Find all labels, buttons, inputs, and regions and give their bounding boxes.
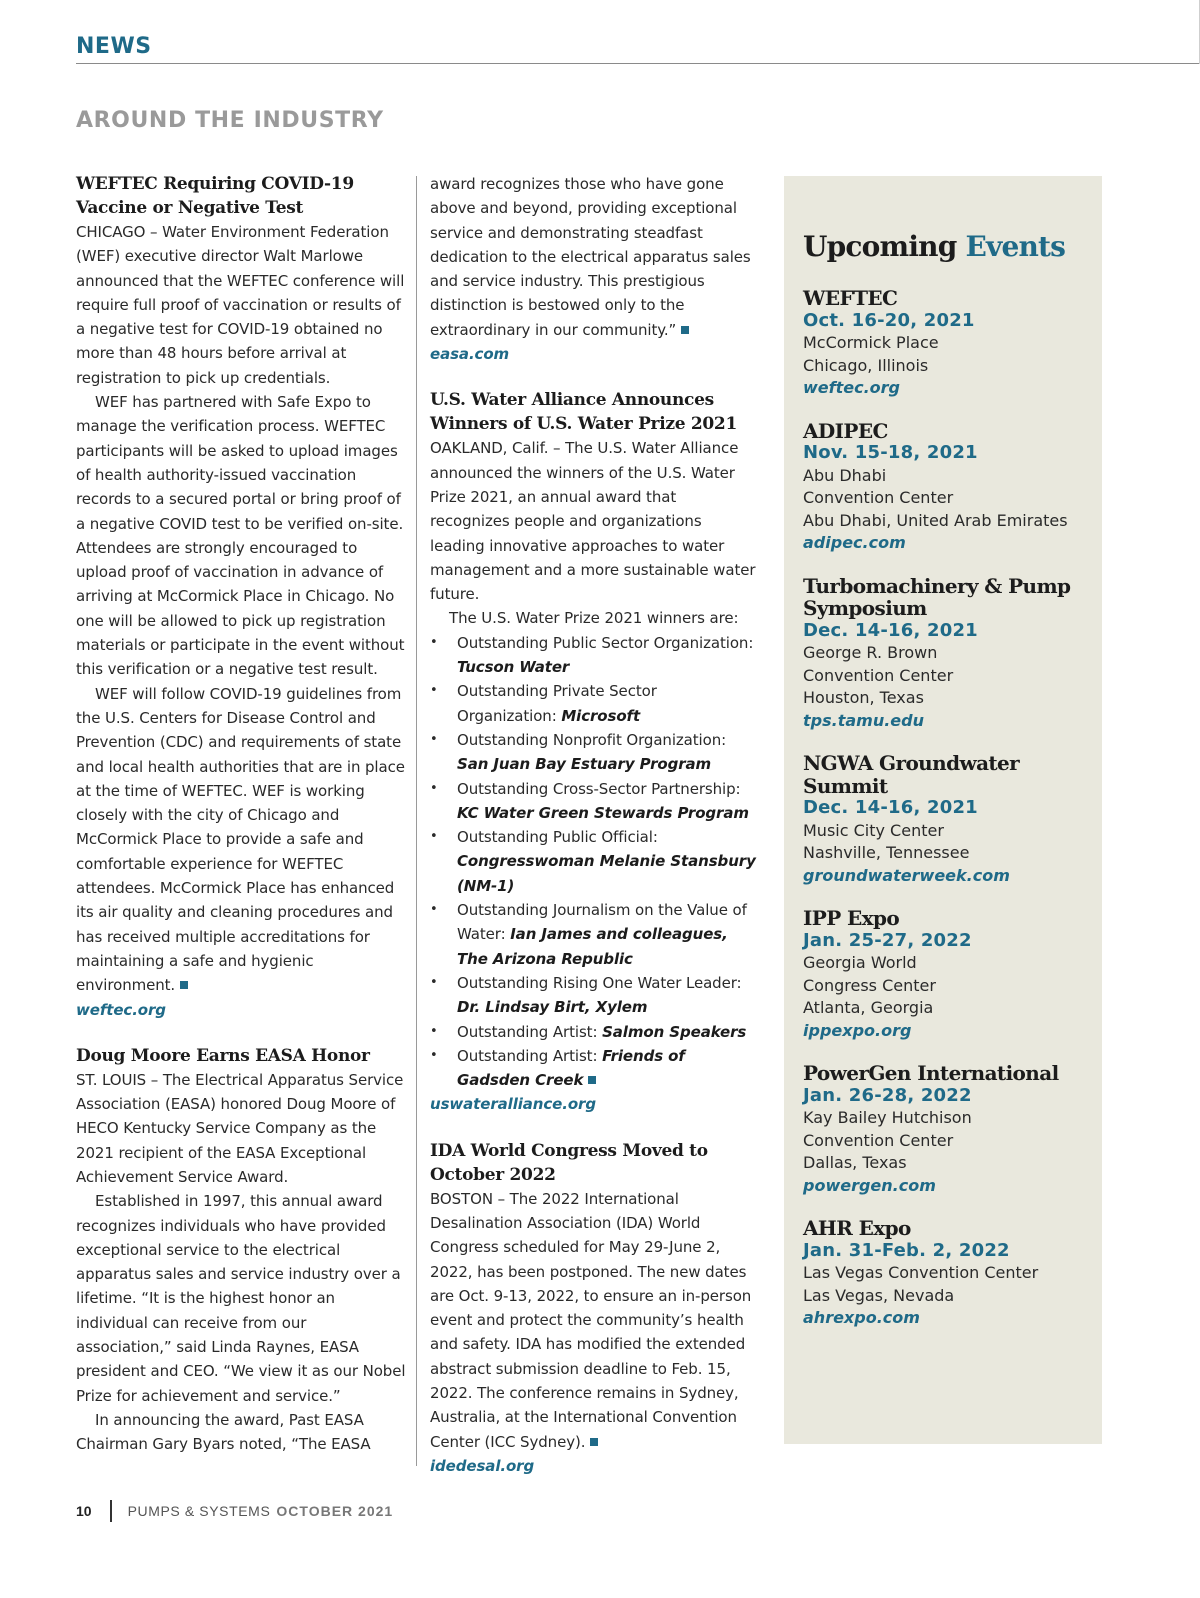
event-date: Dec. 14-16, 2021 <box>803 619 978 641</box>
event-date: Dec. 14-16, 2021 <box>803 797 978 818</box>
article-paragraph: CHICAGO – Water Environment Federation (WEF) executive director Walt Marlowe announced that the WEFTEC conference will require full proof of vaccination or results of a negative test for COVID-19 obtained no more than 48 hours before arrival at registration to pick up credentials. <box>76 223 405 387</box>
event-location-line: Georgia World <box>803 953 917 972</box>
event-item <box>803 1062 1093 1197</box>
event-link[interactable]: weftec.org <box>803 378 900 397</box>
winner-name: Tucson Water <box>457 658 570 677</box>
issue-date: OCTOBER 2021 <box>276 1503 394 1519</box>
weftec-link[interactable]: weftec.org <box>76 1000 166 1019</box>
article-title-weftec: WEFTEC Requiring COVID-19 Vaccine or Negative Test <box>76 174 354 218</box>
event-location-line: Congress Center <box>803 975 936 995</box>
winner-item <box>430 825 760 898</box>
event-location-line: McCormick Place <box>803 333 939 352</box>
article-paragraph: The U.S. Water Prize 2021 winners are: <box>449 609 739 628</box>
end-mark-icon <box>590 1438 598 1446</box>
paragraph-text: BOSTON – The 2022 International Desalination Association (IDA) World Congress scheduled for May 29-June 2, 2022, has been postponed. The new dates are Oct. 9-13, 2022, to ensure an in-person event and protect the community’s health and safety. IDA has modified the extended abstract submission deadline to Feb. 15, 2022. The conference remains in Sydney, Australia, at the International Convention Center (ICC Sydney). <box>430 1189 752 1451</box>
winner-item <box>430 728 760 777</box>
winner-category: Outstanding Cross-Sector Partnership: <box>457 779 741 798</box>
magazine-name: PUMPS & SYSTEMS <box>127 1503 271 1519</box>
sidebar-title <box>803 230 1065 263</box>
event-location-line: Convention Center <box>803 488 954 507</box>
winner-item <box>430 631 760 680</box>
event-item <box>803 575 1093 733</box>
winner-name: Congresswoman Melanie Stansbury (NM-1) <box>457 852 756 895</box>
article-paragraph <box>76 682 406 998</box>
end-mark-icon <box>681 326 689 334</box>
event-name: IPP Expo <box>803 906 900 930</box>
event-location-line: Las Vegas, Nevada <box>803 1285 955 1305</box>
event-name: WEFTEC <box>803 286 898 310</box>
event-location-line: Houston, Texas <box>803 688 924 707</box>
event-item <box>803 420 1093 555</box>
event-date: Oct. 16-20, 2021 <box>803 309 975 331</box>
event-name: PowerGen International <box>803 1061 1059 1085</box>
event-link[interactable]: adipec.com <box>803 533 906 552</box>
article-paragraph: ST. LOUIS – The Electrical Apparatus Service Association (EASA) honored Doug Moore of HECO Kentucky Service Company as the 2021 recipient of the EASA Exceptional Achievement Service Award. <box>76 1070 404 1186</box>
section-tag: NEWS <box>76 34 152 59</box>
event-link[interactable]: ippexpo.org <box>803 1020 912 1040</box>
event-item <box>803 752 1093 887</box>
event-name: AHR Expo <box>803 1216 911 1240</box>
event-location-line: Nashville, Tennessee <box>803 843 970 862</box>
end-mark-icon <box>180 981 188 989</box>
event-location-line: Dallas, Texas <box>803 1153 907 1172</box>
footer-divider <box>110 1500 112 1522</box>
event-date: Nov. 15-18, 2021 <box>803 442 978 463</box>
event-name: Turbomachinery & Pump Symposium <box>803 573 1071 620</box>
winner-name: Salmon Speakers <box>602 1022 747 1041</box>
article-paragraph <box>430 1187 760 1454</box>
winner-category: Outstanding Public Official: <box>457 828 658 847</box>
winner-item <box>430 1044 760 1093</box>
section-heading: AROUND THE INDUSTRY <box>76 108 384 133</box>
event-location-line: Chicago, Illinois <box>803 355 929 375</box>
event-location-line: Convention Center <box>803 1130 954 1150</box>
article-title-uswa: U.S. Water Alliance Announces Winners of U.S. Water Prize 2021 <box>430 390 737 435</box>
article-paragraph <box>430 172 760 342</box>
event-location-line: Abu Dhabi, United Arab Emirates <box>803 510 1068 530</box>
winner-category: Outstanding Rising One Water Leader: <box>457 973 742 992</box>
event-location-line: Convention Center <box>803 665 954 685</box>
sidebar-title-accent: Events <box>965 230 1066 263</box>
article-column-1 <box>76 172 406 1457</box>
winner-category: Outstanding Public Sector Organization: <box>457 633 754 652</box>
event-date: Jan. 26-28, 2022 <box>803 1084 972 1106</box>
winner-item <box>430 679 760 728</box>
event-link[interactable]: powergen.com <box>803 1175 936 1195</box>
article-paragraph: In announcing the award, Past EASA Chairman Gary Byars noted, “The EASA <box>76 1410 371 1454</box>
end-mark-icon <box>588 1076 596 1084</box>
event-link[interactable]: tps.tamu.edu <box>803 710 924 730</box>
sidebar-title-main: Upcoming <box>803 230 966 263</box>
winner-name: San Juan Bay Estuary Program <box>457 755 712 774</box>
article-column-2 <box>430 172 760 1478</box>
winner-category: Outstanding Artist: <box>457 1022 603 1041</box>
events-list <box>803 287 1093 1350</box>
article-paragraph: WEF has partnered with Safe Expo to manage the verification process. WEFTEC participants will be asked to upload images of health authority-issued vaccination records to a secured portal or bring proof of a negative COVID test to be verified on-site. Attendees are strongly encouraged to upload proof of vaccination in advance of arriving at McCormick Place in Chicago. No one will be allowed to pick up registration materials or participate in the event without this verification or a negative test result. <box>76 393 405 679</box>
event-location-line: Kay Bailey Hutchison <box>803 1108 972 1127</box>
event-location-line: Music City Center <box>803 820 944 840</box>
event-item <box>803 287 1093 400</box>
paragraph-text: WEF will follow COVID-19 guidelines from the U.S. Centers for Disease Control and Prevention (CDC) and requirements of state and local health authorities that are in place at the time of WEFTEC. WEF is working closely with the city of Chicago and McCormick Place to provide a safe and comfortable experience for WEFTEC attendees. McCormick Place has enhanced its air quality and cleaning procedures and has received multiple accreditations for maintaining a safe and hygienic environment. <box>76 684 405 995</box>
paragraph-text: award recognizes those who have gone above and beyond, providing exceptional service and demonstrating steadfast dedication to the electrical apparatus sales and service industry. This prestigious distinction is bestowed only to the extraordinary in our community.” <box>430 175 751 339</box>
winner-name: Microsoft <box>561 706 641 725</box>
article-paragraph: OAKLAND, Calif. – The U.S. Water Alliance announced the winners of the U.S. Water Prize 2021, an annual award that recognizes people and organizations leading innovative approaches to water management and a more sustainable water future. <box>430 439 756 604</box>
event-name: ADIPEC <box>803 418 888 443</box>
ida-link[interactable]: idedesal.org <box>430 1456 535 1475</box>
winner-item <box>430 971 760 1020</box>
winner-item <box>430 1020 760 1044</box>
event-location-line: Las Vegas Convention Center <box>803 1263 1039 1282</box>
uswa-link[interactable]: uswateralliance.org <box>430 1095 596 1114</box>
article-title-ida: IDA World Congress Moved to October 2022 <box>430 1140 708 1185</box>
winner-category: Outstanding Private Sector Organization: <box>457 682 657 725</box>
winner-item <box>430 777 760 826</box>
winner-category: Outstanding Artist: <box>457 1046 603 1065</box>
event-item <box>803 907 1093 1042</box>
winner-name: Dr. Lindsay Birt, Xylem <box>457 998 648 1017</box>
winner-item <box>430 898 760 971</box>
winner-name: Ian James and colleagues, The Arizona Republic <box>457 925 728 968</box>
event-name: NGWA Groundwater Summit <box>803 751 1020 798</box>
page-number: 10 <box>76 1503 92 1519</box>
winners-list <box>430 631 760 1093</box>
easa-link[interactable]: easa.com <box>430 345 510 364</box>
event-location-line: George R. Brown <box>803 643 938 662</box>
page-footer <box>76 1500 393 1522</box>
event-location-line: Atlanta, Georgia <box>803 998 934 1017</box>
event-location-line: Abu Dhabi <box>803 465 887 485</box>
event-link[interactable]: groundwaterweek.com <box>803 865 1010 885</box>
winner-name: KC Water Green Stewards Program <box>457 803 749 822</box>
article-title-easa: Doug Moore Earns EASA Honor <box>76 1045 370 1066</box>
header-rule <box>76 63 1200 64</box>
event-link[interactable]: ahrexpo.com <box>803 1308 920 1327</box>
event-date: Jan. 31-Feb. 2, 2022 <box>803 1239 1010 1261</box>
event-date: Jan. 25-27, 2022 <box>803 929 972 951</box>
article-paragraph: Established in 1997, this annual award recognizes individuals who have provided exceptional service to the electrical apparatus sales and service industry over a lifetime. “It is the highest honor an individual can receive from our association,” said Linda Raynes, EASA president and CEO. “We view it as our Nobel Prize for achievement and service.” <box>76 1192 406 1405</box>
winner-category: Outstanding Nonprofit Organization: <box>457 730 727 749</box>
winner-name: Friends of Gadsden Creek <box>457 1046 685 1090</box>
column-divider <box>416 176 417 1466</box>
event-item <box>803 1217 1093 1330</box>
winner-category: Outstanding Journalism on the Value of Water: <box>457 901 747 944</box>
